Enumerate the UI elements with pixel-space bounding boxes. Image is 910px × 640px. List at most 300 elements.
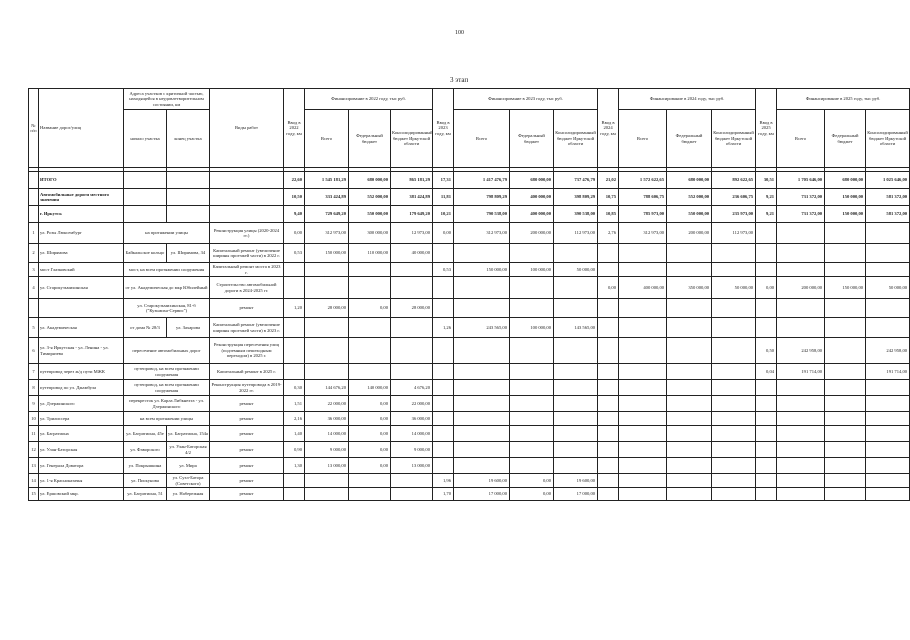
finance-total <box>454 396 510 412</box>
finance-consolidated: 236 606,75 <box>712 189 756 206</box>
section-start <box>124 172 167 189</box>
finance-federal <box>825 442 866 458</box>
header-intro-2025: Ввод в 2025 году, км <box>756 89 777 168</box>
finance-federal <box>349 364 391 380</box>
intro-km <box>756 442 777 458</box>
finance-total <box>777 442 825 458</box>
finance-federal: 0,00 <box>349 412 391 426</box>
section-address: путепровод, на всем протяжении сооружения <box>124 364 210 380</box>
intro-km <box>756 458 777 474</box>
work-type: Капитальный ремонт в 2025 г. <box>210 364 284 380</box>
finance-consolidated <box>866 458 910 474</box>
finance-total: 242 958,00 <box>777 338 825 364</box>
section-address: пересечение автомобильных дорог <box>124 338 210 364</box>
finance-total <box>305 364 349 380</box>
intro-km <box>756 318 777 338</box>
finance-federal <box>667 299 712 318</box>
table-row <box>29 488 910 501</box>
header-intro-2022: Ввод в 2022 году, км <box>284 89 305 168</box>
finance-total <box>454 380 510 396</box>
finance-total <box>619 412 667 426</box>
finance-federal <box>349 488 391 501</box>
header-consolidated: Консолидированный бюджет Иркутской области <box>554 110 598 168</box>
row-number: 6 <box>29 338 39 364</box>
finance-federal: 0,00 <box>349 299 391 318</box>
road-name: путепровод через ж/д пути МЖК <box>39 364 124 380</box>
finance-consolidated <box>554 364 598 380</box>
header-start: начало участка <box>124 110 167 168</box>
finance-total <box>454 364 510 380</box>
finance-total <box>777 396 825 412</box>
finance-federal <box>667 263 712 277</box>
section-end: ул. Набережная <box>167 488 210 501</box>
section-start: ул. Пискунова <box>124 474 167 488</box>
section-address: от ул. Академическая до мкр Юбилейный <box>124 277 210 299</box>
finance-consolidated: 22 000,00 <box>391 396 433 412</box>
finance-consolidated <box>866 474 910 488</box>
finance-federal <box>825 458 866 474</box>
finance-total <box>305 488 349 501</box>
finance-federal <box>510 244 554 263</box>
finance-consolidated: 36 000,00 <box>391 412 433 426</box>
road-name: Автомобильные дороги местного значения <box>39 189 124 206</box>
intro-km <box>598 263 619 277</box>
finance-total <box>454 442 510 458</box>
finance-federal <box>825 396 866 412</box>
work-type: Строительство автомобильной дороги в 2024-2025 гг. <box>210 277 284 299</box>
finance-federal <box>825 474 866 488</box>
finance-consolidated <box>554 426 598 442</box>
finance-total: 1 705 646,00 <box>777 172 825 189</box>
finance-consolidated: 17 000,00 <box>554 488 598 501</box>
finance-federal <box>825 244 866 263</box>
finance-federal: 400 000,00 <box>510 206 554 223</box>
finance-federal <box>825 299 866 318</box>
finance-consolidated: 581 372,00 <box>866 189 910 206</box>
finance-total <box>777 223 825 244</box>
finance-total: 798 809,29 <box>454 189 510 206</box>
header-row-2 <box>29 110 910 168</box>
intro-km: 0,30 <box>284 380 305 396</box>
finance-consolidated <box>391 474 433 488</box>
finance-total: 243 565,00 <box>454 318 510 338</box>
finance-consolidated <box>866 318 910 338</box>
header-federal: Федеральный бюджет <box>510 110 554 168</box>
finance-total: 1 545 181,29 <box>305 172 349 189</box>
finance-consolidated <box>391 277 433 299</box>
finance-federal <box>667 458 712 474</box>
finance-consolidated: 235 973,00 <box>712 206 756 223</box>
row-number <box>29 189 39 206</box>
finance-federal <box>349 338 391 364</box>
header-total: Всего <box>619 110 667 168</box>
finance-total <box>305 338 349 364</box>
intro-km: 1,96 <box>433 474 454 488</box>
intro-km <box>598 338 619 364</box>
intro-km <box>598 412 619 426</box>
intro-km: 9,21 <box>756 189 777 206</box>
road-name: ул. Ершовский мкр. <box>39 488 124 501</box>
intro-km: 0,00 <box>284 223 305 244</box>
finance-total <box>777 380 825 396</box>
finance-total <box>454 299 510 318</box>
finance-consolidated <box>712 412 756 426</box>
finance-consolidated <box>712 442 756 458</box>
section-address: мост, на всем протяжении сооружения <box>124 263 210 277</box>
section-start: ул. Багратиона, 45е <box>124 426 167 442</box>
finance-consolidated: 398 809,29 <box>554 189 598 206</box>
finance-total: 312 973,00 <box>619 223 667 244</box>
finance-federal <box>667 426 712 442</box>
finance-consolidated: 50 000,00 <box>712 277 756 299</box>
work-type <box>210 206 284 223</box>
finance-federal <box>667 380 712 396</box>
finance-total: 28 000,00 <box>305 299 349 318</box>
table-row <box>29 263 910 277</box>
finance-federal: 0,00 <box>349 426 391 442</box>
intro-km: 2,16 <box>284 412 305 426</box>
finance-total: 14 000,00 <box>305 426 349 442</box>
intro-km: 30,51 <box>756 172 777 189</box>
intro-km <box>433 277 454 299</box>
finance-federal <box>825 488 866 501</box>
finance-consolidated: 390 538,00 <box>554 206 598 223</box>
finance-total: 312 973,00 <box>454 223 510 244</box>
finance-consolidated: 12 973,00 <box>391 223 433 244</box>
finance-consolidated: 40 000,00 <box>391 244 433 263</box>
finance-total <box>619 299 667 318</box>
section-start: Байкальское кольцо <box>124 244 167 263</box>
finance-federal: 0,00 <box>510 474 554 488</box>
header-federal: Федеральный бюджет <box>667 110 712 168</box>
road-name: ул. Багратиона <box>39 426 124 442</box>
intro-km <box>284 364 305 380</box>
table-row <box>29 299 910 318</box>
finance-total <box>454 412 510 426</box>
finance-total <box>619 338 667 364</box>
finance-consolidated <box>866 223 910 244</box>
finance-federal: 552 000,00 <box>349 189 391 206</box>
finance-total: 19 600,00 <box>454 474 510 488</box>
finance-total <box>454 277 510 299</box>
finance-federal: 680 000,00 <box>510 172 554 189</box>
finance-federal <box>667 474 712 488</box>
section-start: от дома № 28/3 <box>124 318 167 338</box>
finance-federal: 0,00 <box>349 442 391 458</box>
finance-federal <box>825 412 866 426</box>
finance-consolidated <box>712 364 756 380</box>
finance-total <box>305 277 349 299</box>
finance-federal <box>825 380 866 396</box>
road-name: ул. Дзержинского <box>39 396 124 412</box>
intro-km: 17,31 <box>433 172 454 189</box>
intro-km <box>598 244 619 263</box>
intro-km <box>284 318 305 338</box>
intro-km: 0,00 <box>756 277 777 299</box>
finance-consolidated <box>391 318 433 338</box>
finance-total <box>619 263 667 277</box>
finance-consolidated: 112 973,00 <box>712 223 756 244</box>
road-name: ул. Старокузьмихинская <box>39 277 124 299</box>
intro-km: 10,75 <box>598 189 619 206</box>
intro-km <box>598 364 619 380</box>
finance-total: 191 714,00 <box>777 364 825 380</box>
intro-km <box>284 263 305 277</box>
finance-federal: 150 000,00 <box>825 277 866 299</box>
finance-consolidated: 9 000,00 <box>391 442 433 458</box>
finance-consolidated <box>554 244 598 263</box>
table-row <box>29 474 910 488</box>
intro-km <box>284 474 305 488</box>
summary-row <box>29 206 910 223</box>
table-row <box>29 396 910 412</box>
intro-km <box>756 380 777 396</box>
intro-km: 1,40 <box>284 426 305 442</box>
intro-km <box>598 488 619 501</box>
section-start: ул. Покрышкина <box>124 458 167 474</box>
finance-total <box>777 263 825 277</box>
finance-total <box>619 442 667 458</box>
road-name: ул. Трилиссера <box>39 412 124 426</box>
work-type: Реконструкция путепровода в 2019-2022 гг. <box>210 380 284 396</box>
finance-federal: 100 000,00 <box>510 263 554 277</box>
intro-km: 0,00 <box>433 223 454 244</box>
finance-consolidated: 112 973,00 <box>554 223 598 244</box>
finance-consolidated: 1 025 646,00 <box>866 172 910 189</box>
finance-total: 312 973,00 <box>305 223 349 244</box>
intro-km: 0,53 <box>433 263 454 277</box>
row-number: 5 <box>29 318 39 338</box>
road-name: мост Глазковский <box>39 263 124 277</box>
intro-km <box>284 277 305 299</box>
finance-federal: 140 000,00 <box>349 380 391 396</box>
intro-km: 10,85 <box>598 206 619 223</box>
intro-km: 11,81 <box>433 189 454 206</box>
work-type: Капитальный ремонт (увеличение ширины проезжей части) в 2022 г. <box>210 244 284 263</box>
finance-consolidated <box>554 396 598 412</box>
header-federal: Федеральный бюджет <box>825 110 866 168</box>
row-number: 4 <box>29 277 39 299</box>
road-name: г. Иркутск <box>39 206 124 223</box>
header-consolidated: Консолидированный бюджет Иркутской области <box>866 110 910 168</box>
header-finance-2022: Финансирование в 2022 году, тыс руб. <box>305 89 433 110</box>
intro-km: 21,02 <box>598 172 619 189</box>
intro-km: 10,21 <box>433 206 454 223</box>
intro-km: 0,53 <box>284 244 305 263</box>
finance-federal <box>667 244 712 263</box>
intro-km <box>598 318 619 338</box>
row-number: 14 <box>29 474 39 488</box>
intro-km <box>433 458 454 474</box>
finance-total: 144 676,20 <box>305 380 349 396</box>
table-row <box>29 412 910 426</box>
finance-federal <box>510 277 554 299</box>
road-name: ул. Улан-Баторская <box>39 442 124 458</box>
intro-km: 0,04 <box>756 364 777 380</box>
section-end: ул. Ширямова, 34 <box>167 244 210 263</box>
section-end <box>167 189 210 206</box>
finance-consolidated: 865 181,29 <box>391 172 433 189</box>
header-work-type: Виды работ <box>210 89 284 168</box>
finance-federal: 200 000,00 <box>667 223 712 244</box>
header-row-1 <box>29 89 910 110</box>
finance-consolidated: 242 958,00 <box>866 338 910 364</box>
summary-row <box>29 189 910 206</box>
finance-total <box>777 244 825 263</box>
row-number: 7 <box>29 364 39 380</box>
header-finance-2024: Финансирование в 2024 году, тыс руб. <box>619 89 756 110</box>
work-type <box>210 189 284 206</box>
row-number <box>29 172 39 189</box>
finance-consolidated: 14 000,00 <box>391 426 433 442</box>
finance-federal <box>349 277 391 299</box>
table-row <box>29 338 910 364</box>
finance-federal <box>510 426 554 442</box>
finance-consolidated: 50 000,00 <box>554 263 598 277</box>
finance-consolidated: 179 649,20 <box>391 206 433 223</box>
work-type <box>210 172 284 189</box>
header-no: № п/п <box>29 89 39 168</box>
intro-km <box>756 299 777 318</box>
finance-consolidated <box>554 442 598 458</box>
finance-total: 9 000,00 <box>305 442 349 458</box>
section-start <box>124 206 167 223</box>
intro-km: 0,00 <box>598 277 619 299</box>
finance-consolidated <box>554 299 598 318</box>
finance-consolidated <box>554 338 598 364</box>
table-row <box>29 364 910 380</box>
intro-km <box>433 426 454 442</box>
intro-km <box>433 442 454 458</box>
finance-consolidated <box>712 263 756 277</box>
finance-total <box>619 364 667 380</box>
intro-km <box>756 263 777 277</box>
table-row <box>29 442 910 458</box>
intro-km <box>433 299 454 318</box>
finance-consolidated <box>391 338 433 364</box>
section-address: на протяжении улицы <box>124 223 210 244</box>
road-name: ул. 1-я Красноказачья <box>39 474 124 488</box>
finance-total <box>777 426 825 442</box>
table-row <box>29 426 910 442</box>
finance-consolidated <box>712 426 756 442</box>
work-type: ремонт <box>210 442 284 458</box>
intro-km: 22,60 <box>284 172 305 189</box>
finance-total <box>305 318 349 338</box>
finance-consolidated <box>554 277 598 299</box>
finance-federal: 680 000,00 <box>349 172 391 189</box>
section-start: ул. Багратиона, 51 <box>124 488 167 501</box>
financing-table <box>28 88 910 501</box>
finance-total: 36 000,00 <box>305 412 349 426</box>
finance-total: 13 000,00 <box>305 458 349 474</box>
section-start <box>124 189 167 206</box>
row-number: 15 <box>29 488 39 501</box>
intro-km <box>756 244 777 263</box>
finance-consolidated <box>554 380 598 396</box>
section-end <box>167 172 210 189</box>
finance-federal: 680 000,00 <box>667 172 712 189</box>
finance-total: 333 424,89 <box>305 189 349 206</box>
work-type: ремонт <box>210 299 284 318</box>
finance-federal: 0,00 <box>349 458 391 474</box>
header-total: Всего <box>454 110 510 168</box>
finance-federal <box>667 338 712 364</box>
section-end: ул. Багратиона, 154а <box>167 426 210 442</box>
finance-federal: 150 000,00 <box>825 189 866 206</box>
finance-consolidated: 28 000,00 <box>391 299 433 318</box>
header-finance-2023: Финансирование в 2023 году, тыс руб. <box>454 89 598 110</box>
summary-row <box>29 172 910 189</box>
finance-federal <box>349 318 391 338</box>
intro-km <box>598 426 619 442</box>
finance-consolidated: 4 676,20 <box>391 380 433 396</box>
row-number: 12 <box>29 442 39 458</box>
intro-km: 1,20 <box>284 299 305 318</box>
finance-total <box>619 396 667 412</box>
finance-federal <box>825 338 866 364</box>
finance-total: 1 572 622,65 <box>619 172 667 189</box>
finance-total <box>619 426 667 442</box>
road-name: ул. Ширямова <box>39 244 124 263</box>
finance-total: 17 000,00 <box>454 488 510 501</box>
finance-federal <box>510 380 554 396</box>
intro-km <box>598 442 619 458</box>
header-total: Всего <box>777 110 825 168</box>
finance-federal: 550 000,00 <box>349 206 391 223</box>
road-name <box>39 299 124 318</box>
finance-consolidated: 191 714,00 <box>866 364 910 380</box>
header-intro-2023: Ввод в 2023 году, км <box>433 89 454 168</box>
finance-total <box>619 380 667 396</box>
intro-km: 0,90 <box>284 442 305 458</box>
work-type: Капитальный ремонт (увеличение ширины проезжей части) в 2023 г. <box>210 318 284 338</box>
finance-total <box>777 474 825 488</box>
finance-consolidated <box>712 318 756 338</box>
finance-federal <box>349 474 391 488</box>
finance-federal <box>667 364 712 380</box>
finance-total <box>777 299 825 318</box>
finance-federal <box>510 442 554 458</box>
intro-km <box>433 364 454 380</box>
finance-federal: 350 000,00 <box>667 277 712 299</box>
finance-federal <box>667 396 712 412</box>
finance-federal: 400 000,00 <box>510 189 554 206</box>
intro-km: 2,76 <box>598 223 619 244</box>
finance-consolidated <box>866 263 910 277</box>
row-number: 9 <box>29 396 39 412</box>
intro-km: 9,40 <box>284 206 305 223</box>
section-address: на всем протяжении улицы <box>124 412 210 426</box>
section-end <box>167 206 210 223</box>
finance-federal: 0,00 <box>510 488 554 501</box>
intro-km <box>756 474 777 488</box>
row-number: 8 <box>29 380 39 396</box>
finance-total <box>777 458 825 474</box>
row-number: 2 <box>29 244 39 263</box>
finance-total <box>619 474 667 488</box>
intro-km <box>284 488 305 501</box>
work-type: ремонт <box>210 426 284 442</box>
finance-federal <box>510 338 554 364</box>
header-addresses: Адреса участков с критичной частью, находящейся в неудовлетворительном состоянии, км <box>124 89 210 110</box>
finance-consolidated: 381 424,89 <box>391 189 433 206</box>
intro-km: 1,51 <box>284 396 305 412</box>
finance-federal: 550 000,00 <box>667 206 712 223</box>
finance-total <box>619 458 667 474</box>
finance-federal: 100 000,00 <box>510 318 554 338</box>
intro-km: 10,50 <box>284 189 305 206</box>
